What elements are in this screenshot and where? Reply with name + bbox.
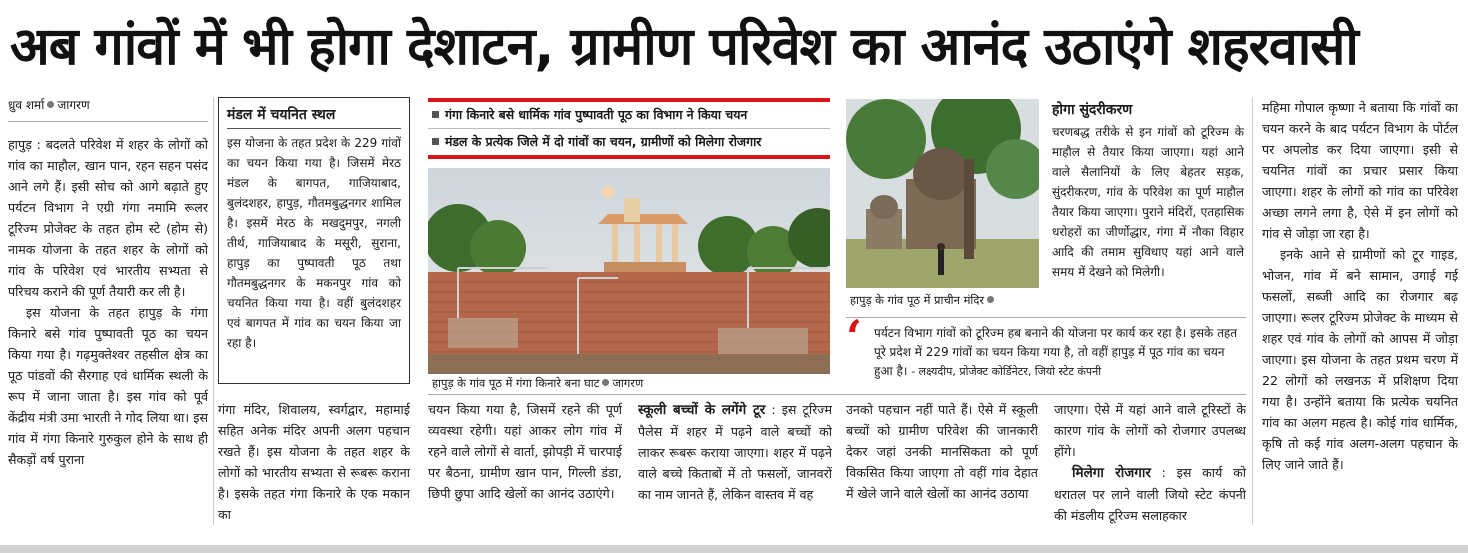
selected-sites-box xyxy=(218,97,410,384)
square-bullet-icon xyxy=(432,111,439,118)
quote-block xyxy=(846,310,1246,380)
quote-author: - लक्ष्यदीप, प्रोजेक्ट कोर्डिनेटर, जियो स्टेट कंपनी xyxy=(911,365,1102,378)
ghat-image xyxy=(428,168,830,374)
temple-photo-caption: हापुड़ के गांव पूठ में प्राचीन मंदिर xyxy=(850,293,997,308)
article-column-7: महिमा गोपाल कृष्णा ने बताया कि गांवों का चयन करने के बाद पर्यटन विभाग के पोर्टल पर अपलोड कर दिया जाएगा। इसी से चयनित गांवों का प्रचार प्रसार किया जाएगा। शहर के लोगों को गांव का परिवेश अच्छा लगने लगा है, ऐसे में इन लोगों को गांव से जोड़ा जा रहा है। इनके आने से ग्रामीणों को टूर गाइड, भोजन, गांव में बने सामान, उगाई गई फसलों, सब्जी आदि का रोजगार बढ़ जाएगा। रूलर टूरिज्म प्रोजेक्ट के माध्यम से शहर एवं गांव के लोगों को आपस में जोड़ा जाएगा। इस योजना के तहत प्रथम चरण में 22 लोगों को लखनऊ में प्रशिक्षण दिया गया है। उन्होंने बताया कि प्रत्येक चयनित गांव का अलग महत्व है। कोई गांव धार्मिक, कृषि तो कई गांव अलग-अलग पहचान के लिए जाने जाते हैं। xyxy=(1262,100,1458,472)
highlight-item: मंडल के प्रत्येक जिले में दो गांवों का चयन, ग्रामीणों को मिलेगा रोजगार xyxy=(428,128,830,155)
quote-top-rule xyxy=(846,317,1246,318)
byline-author: ध्रुव शर्मा xyxy=(8,98,45,112)
ghat-photo-caption: हापुड़ के गांव पूठ में गंगा किनारे बना घाट जागरण xyxy=(432,376,644,390)
article-column-6: जाएगा। ऐसे में यहां आने वाले टूरिस्टों के कारण गांव के लोगों को रोजगार उपलब्ध होंगे। मिलेगा रोजगार : इस कार्य को धरातल पर लाने वाली जियो स्टेट कंपनी की मंडलीय टूरिज्म सलाहकार xyxy=(1054,402,1246,523)
column-separator xyxy=(1252,97,1253,525)
article-column-2: गंगा मंदिर, शिवालय, स्वर्गद्वार, महामाई सहित अनेक मंदिर अपनी अलग पहचान रखते हैं। इस योजना के तहत शहर के लोगों को भारतीय सभ्यता से रूबरू कराना है। इसके तहत गंगा किनारे के एक मकान का xyxy=(218,402,410,522)
article-column-1 xyxy=(8,134,208,526)
highlight-bottom-bar xyxy=(428,155,830,159)
sidebar-text: चरणबद्ध तरीके से इन गांवों को टूरिज्म के माहौल से तैयार किया जाएगा। यहां आने वाले सैलानियों के लिए बेहतर सड़क, सुंदरीकरण, गांव के परिवेश का पूर्ण माहौल तैयार किया जाएगा। पुराने मंदिरों, एतहासिक धरोहरों का जीर्णोद्धार, गंगा में नौका विहार आदि की तमाम सुविधाए यहां आने वाले समय में देखने को मिलेगी। xyxy=(1052,125,1244,279)
subhead-school-tours: स्कूली बच्चों के लगेंगे टूर xyxy=(638,402,766,418)
beautification-section xyxy=(1052,100,1244,282)
article-column-5: उनको पहचान नहीं पाते हैं। ऐसे में स्कूली बच्चों को ग्रामीण परिवेश की जानकारी देकर जहां उनकी मानसिकता को पूर्ण विकसित किया जाएगा तो वहीं गांव देहात में खेले जाने वाले खेलों का आनंद उठाया xyxy=(846,402,1038,501)
sidebar-title: होगा सुंदरीकरण xyxy=(1052,102,1133,118)
quote-text: पर्यटन विभाग गांवों को टूरिज्म हब बनाने की योजना पर कार्य कर रहा है। इसके तहत पूरे प्रदेश में 229 गांवों का चयन किया गया है, तो वहीं हापुड़ में पूठ गांव का चयन हुआ है। xyxy=(874,326,1238,378)
subhead-employment: मिलेगा रोजगार xyxy=(1072,465,1151,481)
article-column-3: चयन किया गया है, जिसमें रहने की पूर्ण व्यवस्था रहेगी। यहां आकर लोग गांव में रहने वाले लोगों से वार्ता, झोपड़ी में चारपाई पर बैठना, ग्रामीण खान पान, गिल्ली डंडा, छिपी छुपा आदि खेलों का आनंद उठाएंगे। xyxy=(428,402,622,501)
bullet-icon xyxy=(602,379,609,386)
square-bullet-icon xyxy=(432,138,439,145)
byline-rule xyxy=(8,121,208,122)
bullet-icon xyxy=(987,296,994,303)
col1-paragraph-2: इस योजना के तहत हापुड़ के गंगा किनारे बसे गांव पुष्पावती पूठ का चयन किया गया है। गढ़मुक्तेश्वर तहसील क्षेत्र का पूठ पांडवों की सैरगाह एवं धार्मिक स्थली के रूप में जाना जाता है। इस गांव को पूर्व केंद्रीय मंत्री उमा भारती ने गोद लिया था। इस गांव में गंगा किनारे गुरुकुल होने के साथ ही सैकड़ों वर्ष पुराना xyxy=(8,305,208,467)
lower-section-rule xyxy=(428,394,1246,395)
box-title: मंडल में चयनित स्थल xyxy=(227,107,336,123)
highlights xyxy=(428,98,830,159)
box-divider xyxy=(227,128,401,129)
bullet-icon xyxy=(47,101,54,108)
quote-mark-icon: ‘ xyxy=(846,310,863,364)
col1-paragraph-1: हापुड़ : बदलते परिवेश में शहर के लोगों को गांव का माहौल, खान पान, रहन सहन पसंद आने लगे हैं। इसी सोच को आगे बढ़ाते हुए पर्यटन विभाग ने एग्री गंगा नमामि रूलर टूरिज्म प्रोजेक्ट के तहत होम स्टे (होम से) नामक योजना के तहत शहर के लोगों को गांव के परिवेश एवं भारतीय सभ्यता से परिचय कराने की पूर्ण तैयारी कर ली है। xyxy=(8,137,208,299)
box-text: इस योजना के तहत प्रदेश के 229 गांवों का चयन किया गया है। जिसमें मेरठ मंडल के बागपत, गाजियाबाद, बुलंदशहर, हापुड़, गौतमबुद्धनगर शामिल है। इसमें मेरठ के मखदुमपुर, नगली तीर्थ, गाजियाबाद के मसूरी, सुराना, हापुड़ का पुष्पावती पूठ तथा गौतमबुद्धनगर के मकनपुर गांव को चयनित किया गया है। वहीं बुलंदशहर एवं बागपत में गांव का चयन किया जा रहा है। xyxy=(227,136,401,350)
temple-image xyxy=(846,99,1039,288)
byline-source: जागरण xyxy=(57,98,90,112)
article-column-4: स्कूली बच्चों के लगेंगे टूर : इस टूरिज्म पैलेस में शहर में पढ़ने वाले बच्चों को लाकर रूबरू कराया जाएगा। शहर में पढ़ने वाले बच्चे किताबों में तो फसलों, जानवरों का नाम जानते हैं, लेकिन वास्तव में वह xyxy=(638,402,832,502)
byline xyxy=(8,96,90,113)
temple-photo xyxy=(846,99,1039,288)
bottom-bar xyxy=(0,545,1468,553)
ghat-photo xyxy=(428,168,830,374)
highlight-item: गंगा किनारे बसे धार्मिक गांव पुष्पावती पूठ का विभाग ने किया चयन xyxy=(428,102,830,128)
column-separator xyxy=(213,97,214,525)
headline: अब गांवों में भी होगा देशाटन, ग्रामीण परिवेश का आनंद उठाएंगे शहरवासी xyxy=(10,17,1358,77)
